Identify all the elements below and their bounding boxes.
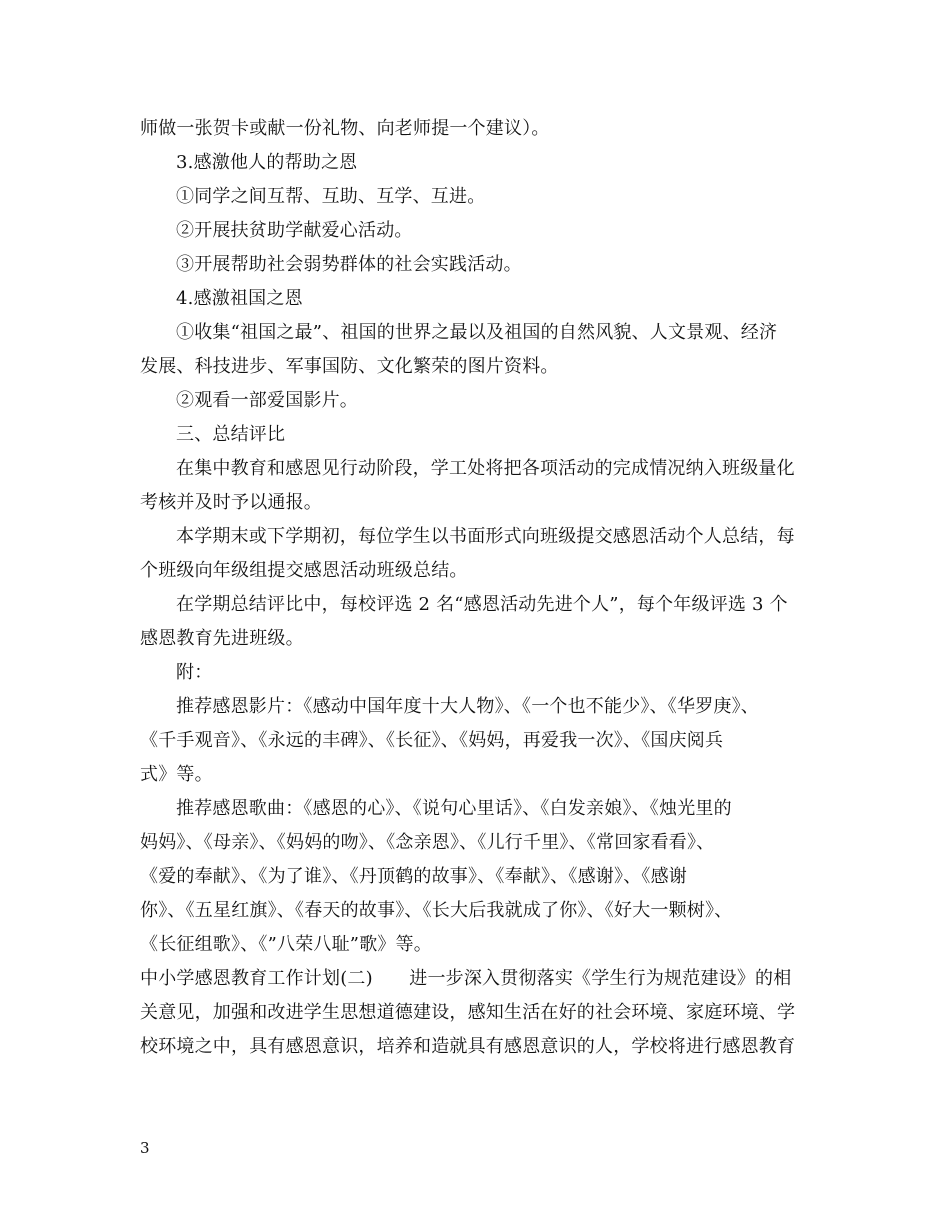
paragraph-line: 在学期总结评比中，每校评选 2 名“感恩活动先进个人”，每个年级评选 3 个 <box>176 594 788 615</box>
paragraph-line: 《长征组歌》、《”八荣八耻”歌》等。 <box>140 934 433 955</box>
paragraph-line: 本学期末或下学期初，每位学生以书面形式向班级提交感恩活动个人总结，每 <box>176 526 795 547</box>
list-item: ③开展帮助社会弱势群体的社会实践活动。 <box>176 254 522 275</box>
paragraph-line: 校环境之中，具有感恩意识，培养和造就具有感恩意识的人，学校将进行感恩教育 <box>140 1036 796 1057</box>
paragraph-line: 推荐感恩影片：《感动中国年度十大人物》、《一个也不能少》、《华罗庚》、 <box>176 696 759 717</box>
text-line: 发展、科技进步、军事国防、文化繁荣的图片资料。 <box>140 356 559 377</box>
paragraph-line: 《千手观音》、《永远的丰碑》、《长征》、《妈妈，再爱我一次》、《国庆阅兵 <box>140 730 724 751</box>
list-item: ②开展扶贫助学献爱心活动。 <box>176 220 413 241</box>
list-item: ①收集“祖国之最”、祖国的世界之最以及祖国的自然风貌、人文景观、经济 <box>176 322 778 343</box>
paragraph-line: 式》等。 <box>140 764 213 785</box>
paragraph-line: 《爱的奉献》、《为了谁》、《丹顶鹤的故事》、《奉献》、《感谢》、《感谢 <box>140 866 687 887</box>
document-body <box>140 112 810 1064</box>
paragraph-line: 感恩教育先进班级。 <box>140 628 304 649</box>
section-heading: 3.感激他人的帮助之恩 <box>176 152 358 173</box>
paragraph-line: 你》、《五星红旗》、《春天的故事》、《长大后我就成了你》、《好大一颗树》、 <box>140 900 733 921</box>
paragraph-line: 推荐感恩歌曲：《感恩的心》、《说句心里话》、《白发亲娘》、《烛光里的 <box>176 798 732 819</box>
section-heading: 三、总结评比 <box>176 424 286 445</box>
paragraph-line: 妈妈》、《母亲》、《妈妈的吻》、《念亲恩》、《儿行千里》、《常回家看看》、 <box>140 832 715 853</box>
appendix-label: 附： <box>176 662 213 683</box>
section-heading: 4.感激祖国之恩 <box>176 288 303 309</box>
paragraph-line: 中小学感恩教育工作计划(二) 进一步深入贯彻落实《学生行为规范建设》的相 <box>140 968 792 989</box>
text-line: 师做一张贺卡或献一份礼物、向老师提一个建议）。 <box>140 118 550 139</box>
list-item: ①同学之间互帮、互助、互学、互进。 <box>176 186 486 207</box>
paragraph-line: 关意见，加强和改进学生思想道德建设，感知生活在好的社会环境、家庭环境、学 <box>140 1002 796 1023</box>
page-number: 3 <box>140 1139 150 1157</box>
paragraph-line: 在集中教育和感恩见行动阶段，学工处将把各项活动的完成情况纳入班级量化 <box>176 458 795 479</box>
paragraph-line: 考核并及时予以通报。 <box>140 492 322 513</box>
paragraph-line: 个班级向年级组提交感恩活动班级总结。 <box>140 560 468 581</box>
list-item: ②观看一部爱国影片。 <box>176 390 358 411</box>
